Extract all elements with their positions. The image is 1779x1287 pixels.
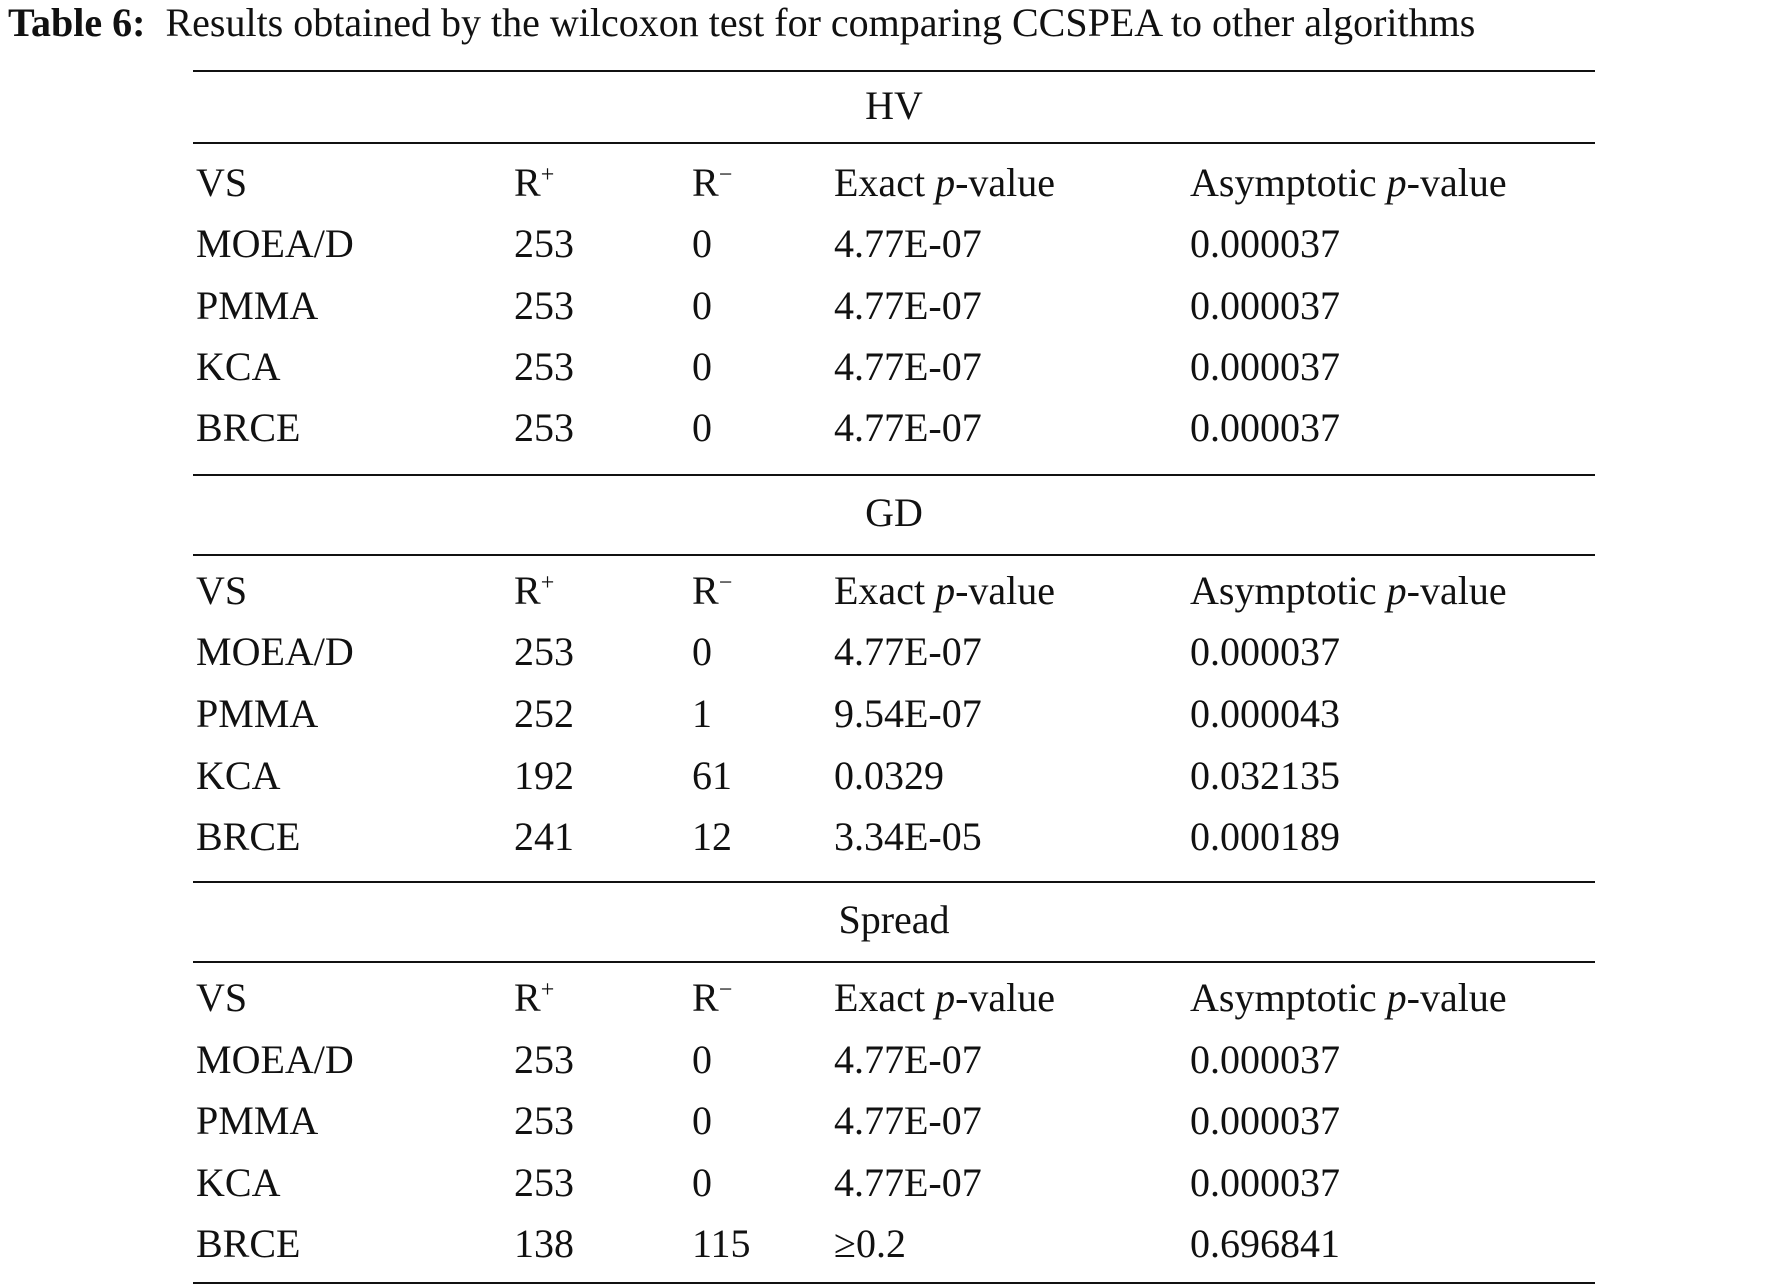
cell-vs: MOEA/D <box>196 221 354 266</box>
cell-asymptotic-p: 0.000037 <box>1190 629 1340 674</box>
caption-label: Table 6: <box>8 0 146 45</box>
cell-r-plus: 253 <box>514 1037 574 1082</box>
table-caption <box>8 0 1773 46</box>
cell-asymptotic-p: 0.000037 <box>1190 1098 1340 1143</box>
cell-asymptotic-p: 0.000037 <box>1190 221 1340 266</box>
cell-asymptotic-p: 0.000037 <box>1190 344 1340 389</box>
cell-asymptotic-p: 0.000037 <box>1190 405 1340 450</box>
cell-exact-p: 4.77E-07 <box>834 629 982 674</box>
cell-r-plus: 192 <box>514 753 574 798</box>
cell-vs: PMMA <box>196 1098 319 1143</box>
cell-r-plus: 252 <box>514 691 574 736</box>
cell-r-plus: 253 <box>514 344 574 389</box>
cell-r-minus: 0 <box>692 344 712 389</box>
cell-exact-p: 4.77E-07 <box>834 221 982 266</box>
cell-vs: KCA <box>196 1160 281 1205</box>
cell-r-minus: 115 <box>692 1221 751 1266</box>
cell-exact-p: 3.34E-05 <box>834 814 982 859</box>
header-asymptotic-p: Asymptotic p-value <box>1190 160 1507 205</box>
group-rule <box>193 474 1595 476</box>
cell-exact-p: 9.54E-07 <box>834 691 982 736</box>
cell-exact-p: ≥0.2 <box>834 1221 906 1266</box>
group-title-hv: HV <box>865 83 923 128</box>
group-rule <box>193 142 1595 144</box>
cell-r-plus: 138 <box>514 1221 574 1266</box>
bottom-rule <box>193 1282 1595 1284</box>
cell-r-minus: 12 <box>692 814 732 859</box>
header-r-minus: R− <box>692 568 733 613</box>
cell-exact-p: 0.0329 <box>834 753 944 798</box>
cell-r-plus: 241 <box>514 814 574 859</box>
cell-asymptotic-p: 0.000037 <box>1190 1037 1340 1082</box>
top-rule <box>193 70 1595 72</box>
cell-vs: MOEA/D <box>196 1037 354 1082</box>
cell-asymptotic-p: 0.696841 <box>1190 1221 1340 1266</box>
group-rule <box>193 961 1595 963</box>
cell-asymptotic-p: 0.000043 <box>1190 691 1340 736</box>
cell-asymptotic-p: 0.000037 <box>1190 283 1340 328</box>
cell-exact-p: 4.77E-07 <box>834 344 982 389</box>
cell-r-plus: 253 <box>514 405 574 450</box>
header-exact-p: Exact p-value <box>834 975 1056 1020</box>
cell-r-plus: 253 <box>514 1098 574 1143</box>
cell-vs: KCA <box>196 753 281 798</box>
header-vs: VS <box>196 160 248 205</box>
cell-r-plus: 253 <box>514 283 574 328</box>
group-title-spread: Spread <box>838 897 950 942</box>
cell-r-plus: 253 <box>514 1160 574 1205</box>
group-rule <box>193 881 1595 883</box>
header-vs: VS <box>196 568 248 613</box>
header-r-plus: R+ <box>514 568 555 613</box>
header-r-minus: R− <box>692 160 733 205</box>
header-r-plus: R+ <box>514 160 555 205</box>
header-asymptotic-p: Asymptotic p-value <box>1190 568 1507 613</box>
header-exact-p: Exact p-value <box>834 568 1056 613</box>
cell-r-plus: 253 <box>514 629 574 674</box>
cell-r-minus: 0 <box>692 221 712 266</box>
cell-asymptotic-p: 0.032135 <box>1190 753 1340 798</box>
cell-exact-p: 4.77E-07 <box>834 405 982 450</box>
cell-vs: BRCE <box>196 1221 301 1266</box>
caption-text: Results obtained by the wilcoxon test for comparing CCSPEA to other algorithms <box>165 0 1476 45</box>
cell-exact-p: 4.77E-07 <box>834 283 982 328</box>
cell-vs: PMMA <box>196 283 319 328</box>
cell-exact-p: 4.77E-07 <box>834 1160 982 1205</box>
header-asymptotic-p: Asymptotic p-value <box>1190 975 1507 1020</box>
cell-r-minus: 0 <box>692 1098 712 1143</box>
cell-asymptotic-p: 0.000189 <box>1190 814 1340 859</box>
cell-r-minus: 61 <box>692 753 732 798</box>
cell-r-minus: 1 <box>692 691 712 736</box>
cell-r-minus: 0 <box>692 283 712 328</box>
header-r-plus: R+ <box>514 975 555 1020</box>
cell-r-minus: 0 <box>692 629 712 674</box>
cell-exact-p: 4.77E-07 <box>834 1037 982 1082</box>
cell-exact-p: 4.77E-07 <box>834 1098 982 1143</box>
group-rule <box>193 554 1595 556</box>
cell-r-minus: 0 <box>692 1037 712 1082</box>
cell-r-minus: 0 <box>692 1160 712 1205</box>
cell-vs: KCA <box>196 344 281 389</box>
cell-vs: BRCE <box>196 405 301 450</box>
header-exact-p: Exact p-value <box>834 160 1056 205</box>
header-r-minus: R− <box>692 975 733 1020</box>
cell-asymptotic-p: 0.000037 <box>1190 1160 1340 1205</box>
cell-vs: PMMA <box>196 691 319 736</box>
cell-r-plus: 253 <box>514 221 574 266</box>
header-vs: VS <box>196 975 248 1020</box>
group-title-gd: GD <box>865 490 923 535</box>
cell-vs: MOEA/D <box>196 629 354 674</box>
cell-r-minus: 0 <box>692 405 712 450</box>
cell-vs: BRCE <box>196 814 301 859</box>
